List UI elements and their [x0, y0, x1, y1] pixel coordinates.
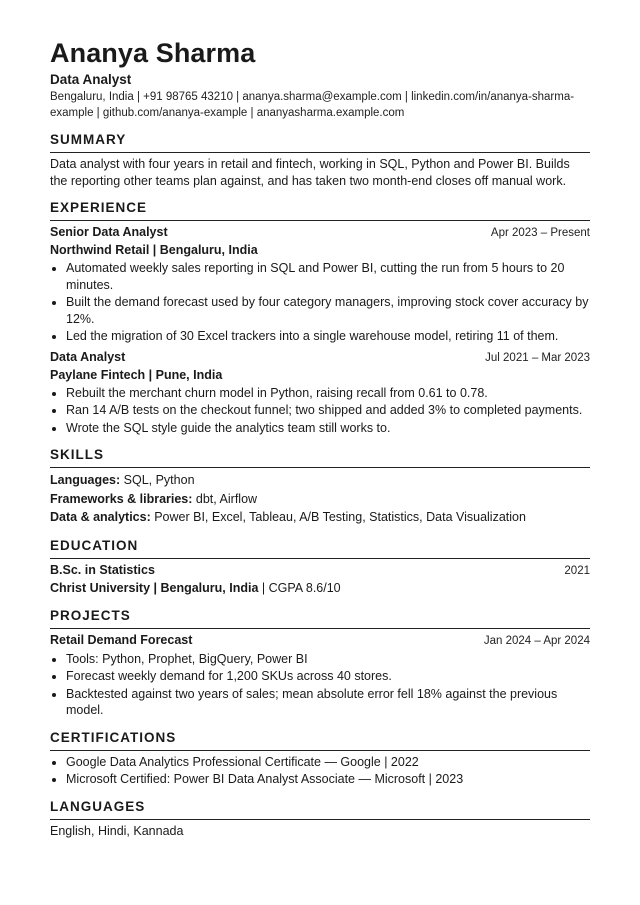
skill-value: dbt, Airflow	[195, 491, 258, 506]
languages-text: English, Hindi, Kannada	[50, 823, 184, 838]
job-dates: Jul 2021 – Mar 2023	[485, 351, 590, 364]
job-bullet: • Wrote the SQL style guide the analytics team still works to.	[66, 420, 590, 437]
skill-value: Power BI, Excel, Tableau, A/B Testing, Statistics, Data Visualization	[154, 510, 526, 524]
education-entry	[50, 562, 590, 597]
project-entry	[50, 632, 590, 719]
skill-row	[50, 471, 590, 490]
project-bullets	[50, 651, 590, 719]
experience-heading: EXPERIENCE	[50, 199, 590, 221]
skill-row	[50, 490, 590, 509]
certification-list	[50, 754, 590, 788]
job-bullet: • Automated weekly sales reporting in SQL and Power BI, cutting the run from 5 hours to 20 minutes.	[66, 260, 590, 293]
job-bullets	[50, 385, 590, 437]
school: Christ University | Bengaluru, India	[50, 580, 259, 595]
experience-section	[50, 199, 590, 436]
candidate-name: Ananya Sharma	[50, 38, 256, 68]
languages-heading: LANGUAGES	[50, 798, 590, 820]
contact-line: Bengaluru, India | +91 98765 43210 | ananya.sharma@example.com | linkedin.com/in/ananya-sharma-example | github.com/ananya-example | ananyasharma.example.com	[50, 91, 575, 119]
education-extra: | CGPA 8.6/10	[258, 580, 341, 595]
project-bullet: • Tools: Python, Prophet, BigQuery, Power BI	[66, 651, 590, 668]
education-heading: EDUCATION	[50, 537, 590, 559]
languages-section	[50, 798, 590, 840]
job-org: Paylane Fintech | Pune, India	[50, 367, 223, 382]
job-bullet: • Built the demand forecast used by four category managers, improving stock cover accuracy by 12%.	[66, 294, 590, 327]
certification-item: • Microsoft Certified: Power BI Data Analyst Associate — Microsoft | 2023	[66, 771, 590, 788]
job-bullet: • Ran 14 A/B tests on the checkout funnel; two shipped and added 3% to completed payments.	[66, 402, 590, 419]
job-bullet: • Led the migration of 30 Excel trackers into a single warehouse model, retiring 11 of them.	[66, 328, 590, 345]
job-entry	[50, 224, 590, 345]
education-section	[50, 537, 590, 597]
graduation-year: 2021	[564, 564, 590, 577]
project-bullet: • Backtested against two years of sales; mean absolute error fell 18% against the previous model.	[66, 686, 590, 719]
degree: B.Sc. in Statistics	[50, 562, 155, 577]
summary-section	[50, 131, 590, 189]
skill-label: Languages:	[50, 473, 121, 487]
job-dates: Apr 2023 – Present	[490, 227, 590, 239]
certifications-section	[50, 729, 590, 788]
skill-label: Data & analytics:	[50, 510, 151, 524]
skill-row	[50, 508, 590, 527]
summary-heading: SUMMARY	[50, 131, 590, 153]
skills-section	[50, 446, 590, 527]
job-entry	[50, 349, 590, 437]
project-dates: Jan 2024 – Apr 2024	[483, 634, 590, 647]
job-bullet: • Rebuilt the merchant churn model in Python, raising recall from 0.61 to 0.78.	[66, 385, 590, 402]
job-org: Northwind Retail | Bengaluru, India	[50, 243, 258, 257]
projects-section	[50, 607, 590, 719]
candidate-headline: Data Analyst	[50, 72, 132, 87]
job-role: Data Analyst	[50, 349, 126, 364]
skill-value: SQL, Python	[123, 473, 195, 487]
projects-heading: PROJECTS	[50, 607, 590, 629]
certification-item: • Google Data Analytics Professional Certificate — Google | 2022	[66, 754, 590, 771]
project-name: Retail Demand Forecast	[50, 632, 193, 647]
job-bullets	[50, 260, 590, 345]
skill-label: Frameworks & libraries:	[50, 491, 193, 506]
job-role: Senior Data Analyst	[50, 225, 168, 239]
skills-heading: SKILLS	[50, 446, 590, 468]
summary-text: Data analyst with four years in retail and fintech, working in SQL, Python and Power BI. Builds the reporting other teams plan against, and has taken two month-end closes off manual work.	[50, 157, 570, 188]
project-bullet: • Forecast weekly demand for 1,200 SKUs across 40 stores.	[66, 668, 590, 685]
certifications-heading: CERTIFICATIONS	[50, 729, 590, 751]
